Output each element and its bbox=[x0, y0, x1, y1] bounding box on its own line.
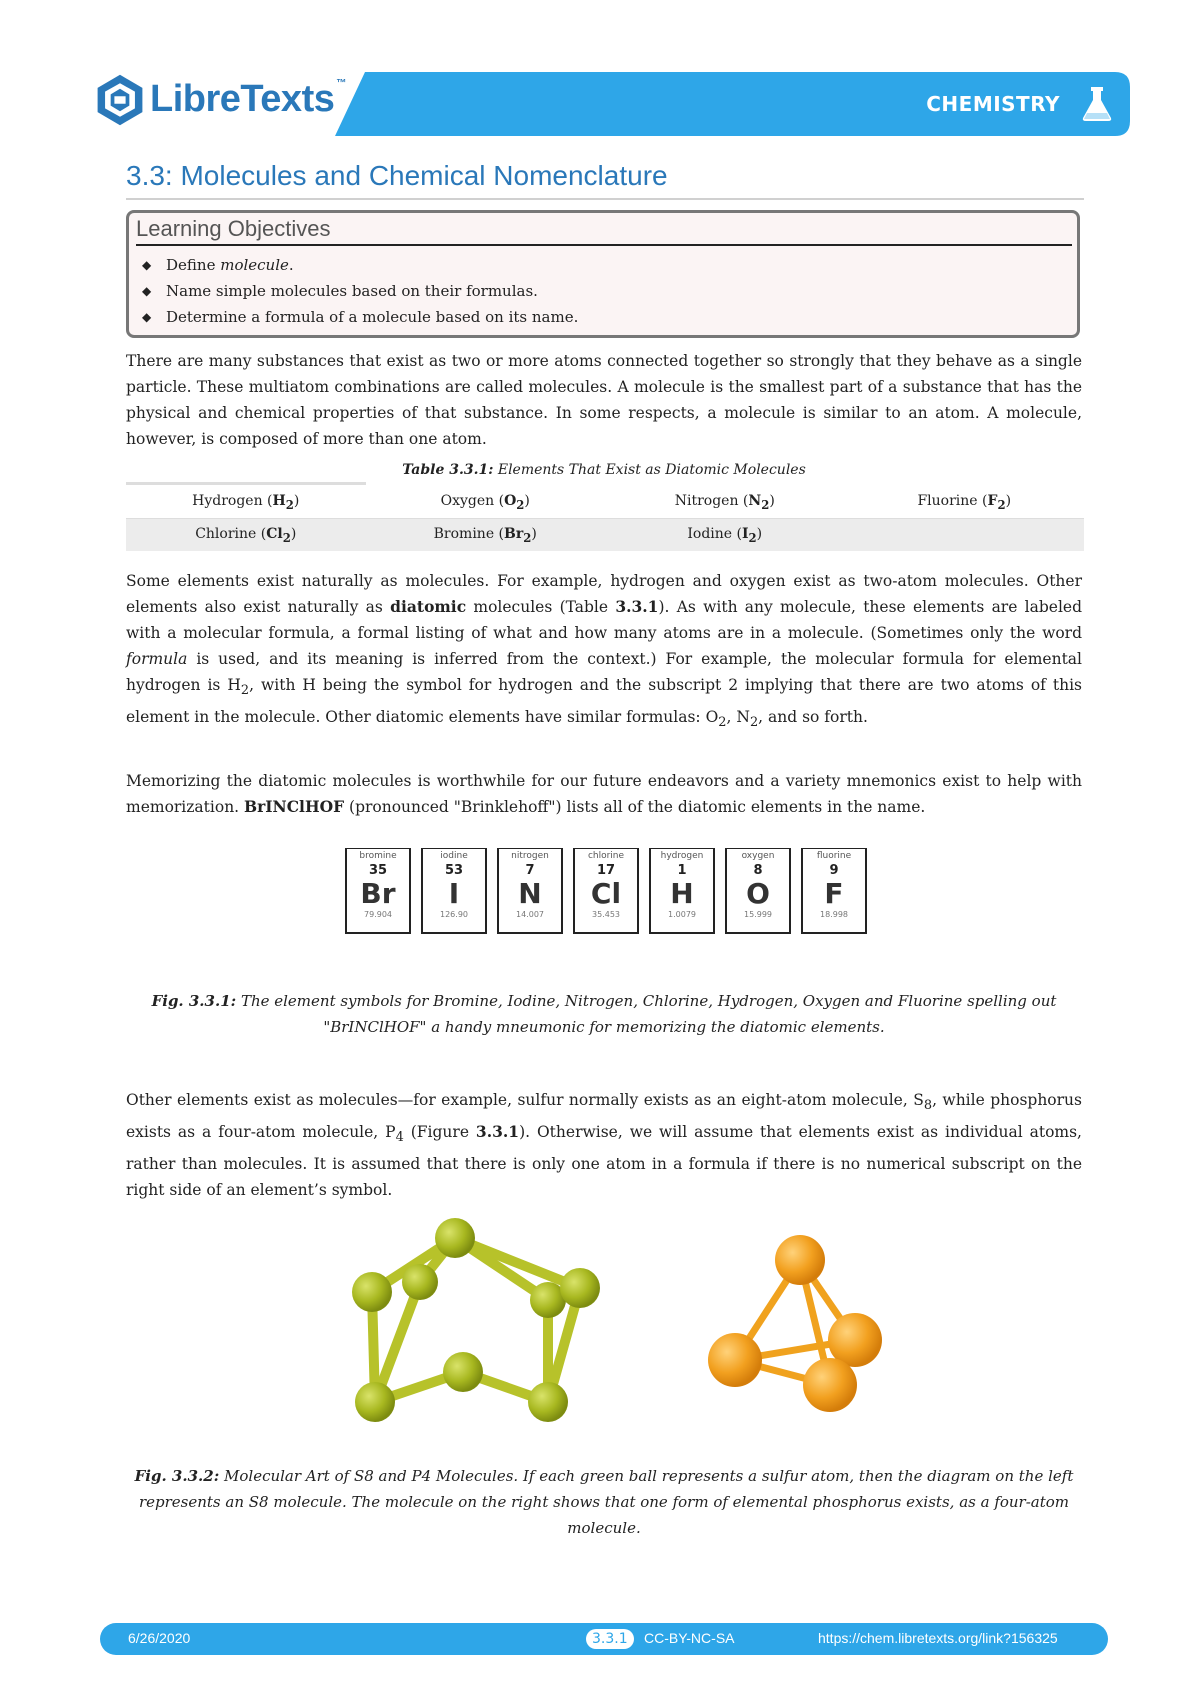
page-title: 3.3: Molecules and Chemical Nomenclature bbox=[126, 160, 668, 191]
logo-text[interactable]: LibreTexts ™ bbox=[150, 78, 346, 120]
subject-label[interactable]: CHEMISTRY bbox=[926, 92, 1060, 116]
element-tile: iodine 53 I 126.90 bbox=[421, 848, 487, 934]
title-divider bbox=[126, 198, 1084, 200]
table-caption: Table 3.3.1: Elements That Exist as Diatomic Molecules bbox=[402, 462, 806, 478]
footer-page-number: 3.3.1 bbox=[586, 1629, 634, 1649]
diamond-bullet-icon: ◆ bbox=[142, 284, 152, 298]
list-item: ◆ Name simple molecules based on their formulas. bbox=[142, 278, 578, 304]
table-top-rule bbox=[126, 482, 366, 485]
list-item: ◆ Define molecule. bbox=[142, 252, 578, 278]
objectives-heading: Learning Objectives bbox=[136, 216, 331, 241]
element-tile: oxygen 8 O 15.999 bbox=[725, 848, 791, 934]
element-tile: fluorine 9 F 18.998 bbox=[801, 848, 867, 934]
paragraph-intro: There are many substances that exist as two or more atoms connected together so strongly that they behave as a single particle. These multiatom combinations are called molecules. A molecule is the smallest part of a substance that has the physical and chemical properties of that substance. In some respects, a molecule is similar to an atom. A molecule, however, is composed of more than one atom. bbox=[126, 352, 1082, 448]
table-cell: Chlorine $(Cl_2)$ bbox=[126, 519, 366, 552]
element-tile: bromine 35 Br 79.904 bbox=[345, 848, 411, 934]
element-tile: chlorine 17 Cl 35.453 bbox=[573, 848, 639, 934]
list-item: ◆ Determine a formula of a molecule based on its name. bbox=[142, 304, 578, 330]
footer-date: 6/26/2020 bbox=[128, 1630, 191, 1646]
table-cell: Nitrogen $(N_2)$ bbox=[605, 486, 845, 519]
figure-2-caption: Fig. 3.3.2: Molecular Art of S8 and P4 Molecules. If each green ball represents a sulfur atom, then the diagram on the left represents an S8 molecule. The molecule on the right shows that one form of elemental phosphorus exists, as a four-atom molecule. bbox=[134, 1467, 1074, 1537]
objectives-divider bbox=[136, 244, 1072, 246]
paragraph-diatomic: Some elements exist naturally as molecules. For example, hydrogen and oxygen exist as two-atom molecules. Other elements also exist naturally as diatomic molecules (Table 3.3.1). As with any molecule, these elements are labeled with a molecular formula, a formal listing of what and how many atoms are in a molecule. (Sometimes only the word formula is used, and its meaning is inferred from the context.) For example, the molecular formula for elemental hydrogen is $H_2$, with H being the symbol for hydrogen and the subscript 2 implying that there are two atoms of this element in the molecule. Other diatomic elements have similar formulas: $O_2$, $N_2$, and so forth. bbox=[126, 572, 1082, 731]
footer-link[interactable]: https://chem.libretexts.org/link?156325 bbox=[818, 1630, 1058, 1646]
table-cell: Hydrogen $(H_2)$ bbox=[126, 486, 366, 519]
p4-molecule-illustration bbox=[700, 1230, 900, 1420]
table-cell: Fluorine $(F_2)$ bbox=[845, 486, 1085, 519]
brinclhof-element-tiles bbox=[345, 848, 875, 936]
diamond-bullet-icon: ◆ bbox=[142, 310, 152, 324]
paragraph-mnemonic: Memorizing the diatomic molecules is worthwhile for our future endeavors and a variety mnemonics exist to help with memorization. BrINClHOF (pronounced "Brinklehoff") lists all of the diatomic elements in the name. bbox=[126, 772, 1082, 816]
flask-icon bbox=[1080, 86, 1114, 122]
objectives-list bbox=[142, 252, 578, 330]
table-cell: Bromine $(Br_2)$ bbox=[366, 519, 606, 552]
element-tile: nitrogen 7 N 14.007 bbox=[497, 848, 563, 934]
libretexts-logo-icon[interactable] bbox=[92, 72, 148, 128]
table-cell: Iodine $(I_2)$ bbox=[605, 519, 845, 552]
s8-molecule-illustration bbox=[320, 1210, 640, 1440]
paragraph-s8-p4: Other elements exist as molecules—for example, sulfur normally exists as an eight-atom molecule, $S_8$, while phosphorus exists as a four-atom molecule, $P_4$ (Figure 3.3.1). Otherwise, we will assume that elements exist as individual atoms, rather than molecules. It is assumed that there is only one atom in a formula if there is no numerical subscript on the right side of an element’s symbol. bbox=[126, 1091, 1082, 1200]
footer-license[interactable]: CC-BY-NC-SA bbox=[644, 1630, 735, 1646]
table-row bbox=[126, 486, 1084, 519]
table-cell: Oxygen $(O_2)$ bbox=[366, 486, 606, 519]
table-cell bbox=[845, 519, 1085, 552]
diamond-bullet-icon: ◆ bbox=[142, 258, 152, 272]
figure-1-caption: Fig. 3.3.1: The element symbols for Bromine, Iodine, Nitrogen, Chlorine, Hydrogen, Oxygen and Fluorine spelling out "BrINClHOF" a handy mneumonic for memorizing the diatomic elements. bbox=[151, 992, 1057, 1036]
diatomic-elements-table bbox=[126, 486, 1084, 551]
table-row bbox=[126, 519, 1084, 552]
element-tile: hydrogen 1 H 1.0079 bbox=[649, 848, 715, 934]
